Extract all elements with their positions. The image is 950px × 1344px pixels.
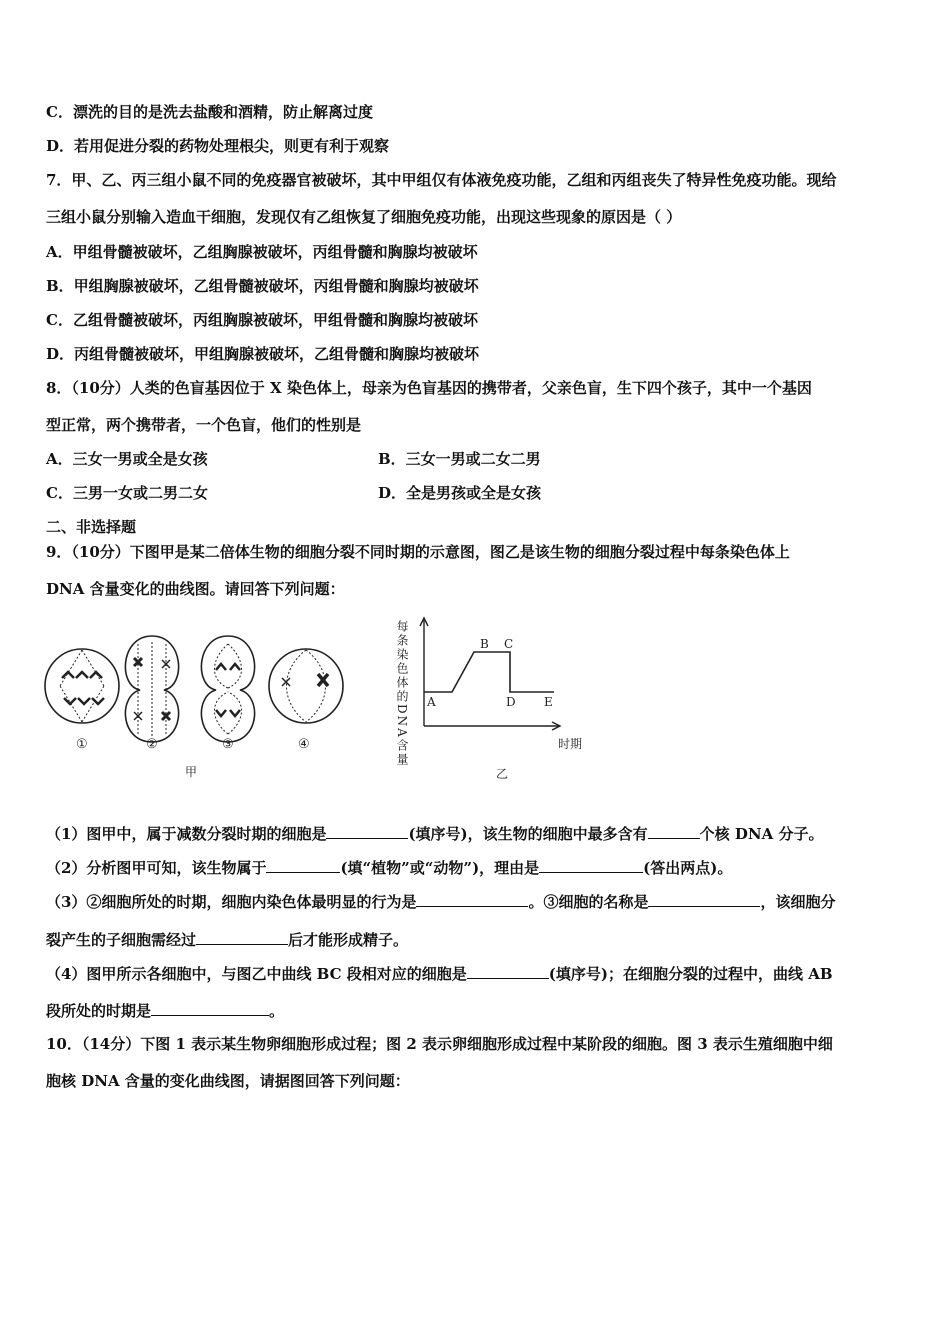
question-7-option-a: A．甲组骨髓被破坏，乙组胸腺被破坏，丙组骨髓和胸腺均被破坏 (46, 243, 478, 261)
blank-9-1-a[interactable] (326, 822, 408, 839)
cell-label-2: ② (146, 737, 158, 752)
point-d: D (506, 695, 516, 709)
question-7-line2: 三组小鼠分别输入造血干细胞，发现仅有乙组恢复了细胞免疫功能，出现这些现象的原因是（ ） (46, 208, 682, 226)
blank-9-2-a[interactable] (266, 856, 340, 873)
figure-yi (392, 606, 602, 786)
question-9-line1: 9．（10分）下图甲是某二倍体生物的细胞分裂不同时期的示意图，图乙是该生物的细胞分裂过程中每条染色体上 (46, 543, 790, 561)
figure-jia-caption: 甲 (185, 765, 198, 779)
blank-9-2-b[interactable] (539, 856, 643, 873)
question-9-part-4-line2: 段所处的时期是 。 (46, 999, 284, 1021)
option-d-prev: D．若用促进分裂的药物处理根尖，则更有利于观察 (46, 137, 390, 155)
blank-9-3-c[interactable] (196, 928, 288, 945)
blank-9-4-b[interactable] (151, 999, 269, 1016)
question-7-option-d: D．丙组骨髓被破坏，甲组胸腺被破坏，乙组骨髓和胸腺均被破坏 (46, 345, 480, 363)
question-7-line1: 7．甲、乙、丙三组小鼠不同的免疫器官被破坏，其中甲组仅有体液免疫功能，乙组和丙组丧失了特异性免疫功能。现给 (46, 171, 837, 189)
cell-1 (45, 649, 119, 723)
question-10-line2: 胞核 DNA 含量的变化曲线图，请据图回答下列问题： (46, 1072, 410, 1090)
question-8-option-a: A．三女一男或全是女孩 (46, 450, 208, 468)
point-b: B (480, 637, 489, 651)
cell-label-4: ④ (298, 737, 310, 752)
figure-yi-caption: 乙 (496, 767, 509, 781)
blank-9-3-a[interactable] (416, 890, 528, 907)
question-9-line2: DNA 含量变化的曲线图。请回答下列问题： (46, 580, 345, 598)
question-8-line2: 型正常，两个携带者，一个色盲，他们的性别是 (46, 416, 362, 434)
question-10-line1: 10．（14分）下图 1 表示某生物卵细胞形成过程；图 2 表示卵细胞形成过程中某阶段的细胞。图 3 表示生殖细胞中细 (46, 1035, 833, 1053)
question-9-part-3-line2: 裂产生的子细胞需经过 后才能形成精子。 (46, 928, 408, 950)
question-7-option-c: C．乙组骨髓被破坏，丙组胸腺被破坏，甲组骨髓和胸腺均被破坏 (46, 311, 478, 329)
blank-9-1-b[interactable] (648, 822, 700, 839)
question-9-part-1: （1）图甲中，属于减数分裂时期的细胞是 (填序号)，该生物的细胞中最多含有 个核 DNA 分子。 (46, 822, 823, 844)
blank-9-3-b[interactable] (648, 890, 760, 907)
option-c-prev: C．漂洗的目的是洗去盐酸和酒精，防止解离过度 (46, 103, 373, 121)
point-e: E (544, 695, 553, 709)
question-8-option-d: D．全是男孩或全是女孩 (378, 484, 542, 502)
section-heading: 二、非选择题 (46, 518, 137, 536)
cell-label-3: ③ (222, 737, 234, 752)
dna-curve (424, 652, 554, 692)
y-axis-label: 每条染色体的DNA含量 (395, 620, 409, 767)
question-8-option-c: C．三男一女或二男二女 (46, 484, 208, 502)
cell-4 (269, 649, 343, 723)
question-9-part-3-line1: （3）②细胞所处的时期，细胞内染色体最明显的行为是 。③细胞的名称是 ，该细胞分 (46, 890, 835, 912)
x-axis-label: 时期 (558, 737, 583, 751)
cell-3 (201, 636, 254, 742)
point-c: C (504, 637, 514, 651)
question-7-option-b: B．甲组胸腺被破坏，乙组骨髓被破坏，丙组骨髓和胸腺均被破坏 (46, 277, 479, 295)
question-8-option-b: B．三女一男或二女二男 (378, 450, 541, 468)
cell-label-1: ① (76, 737, 88, 752)
question-9-part-4-line1: （4）图甲所示各细胞中，与图乙中曲线 BC 段相对应的细胞是 (填序号)；在细胞分裂的过程中，曲线 AB (46, 962, 833, 984)
question-8-line1: 8．（10分）人类的色盲基因位于 X 染色体上，母亲为色盲基因的携带者，父亲色盲，生下四个孩子，其中一个基因 (46, 379, 812, 397)
point-a: A (427, 695, 436, 709)
blank-9-4-a[interactable] (467, 962, 549, 979)
figure-jia (40, 630, 360, 785)
question-9-part-2: （2）分析图甲可知，该生物属于 (填“植物”或“动物”)，理由是 (答出两点)。 (46, 856, 732, 878)
